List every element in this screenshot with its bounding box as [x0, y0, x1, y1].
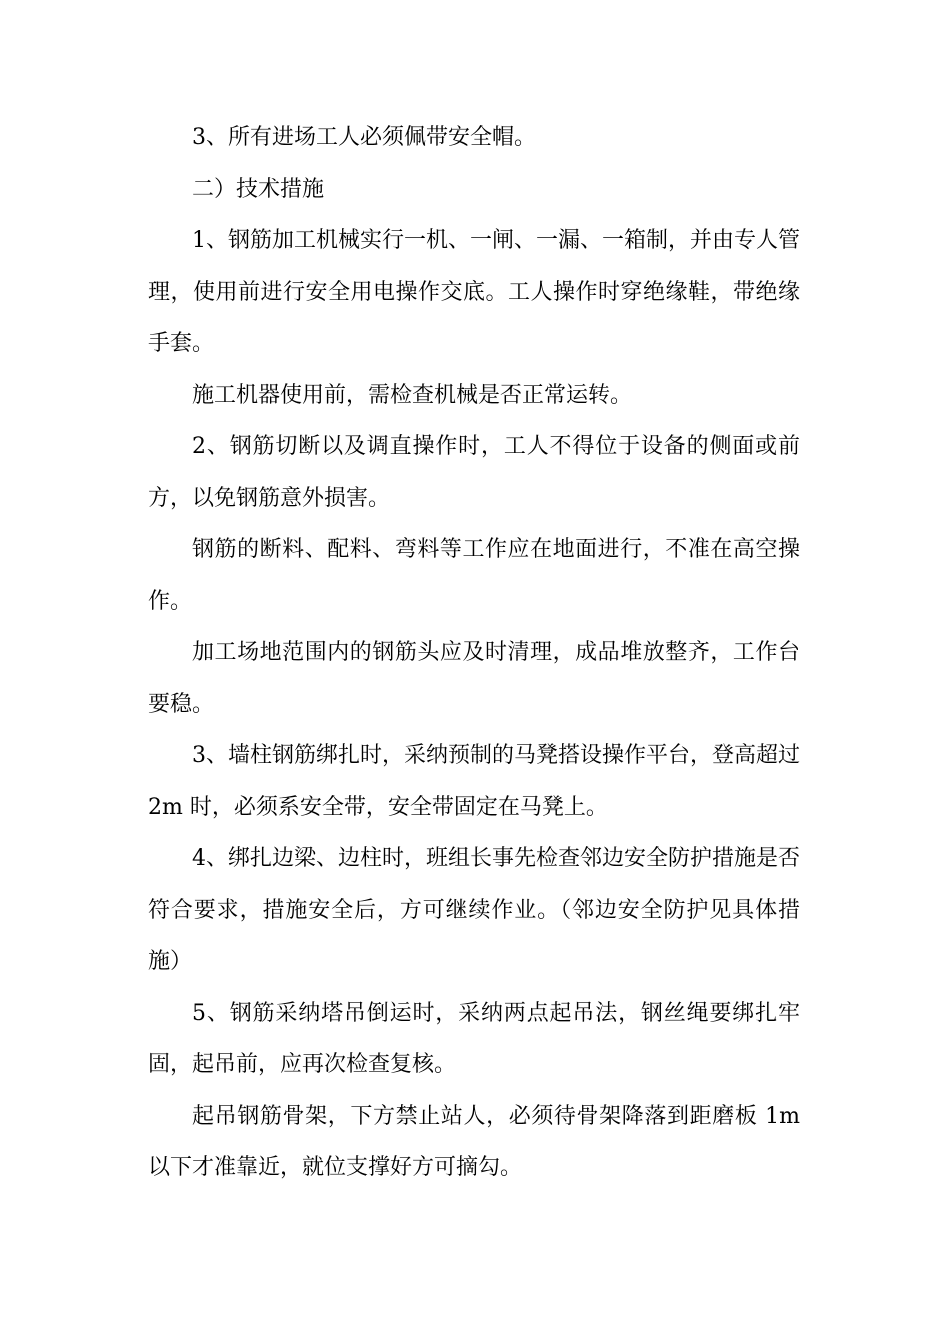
paragraph-wall-column-binding: 3、墙柱钢筋绑扎时，采纳预制的马凳搭设操作平台，登高超过 2m 时，必须系安全带，安全带固定在马凳上。 — [148, 743, 800, 820]
paragraph-machine-check: 施工机器使用前，需检查机械是否正常运转。 — [192, 382, 633, 408]
paragraph-edge-protection: 4、绑扎边梁、边柱时，班组长事先检查邻边安全防护措施是否符合要求，措施安全后，方可继续作业。（邻边安全防护见具体措施） — [148, 846, 800, 974]
document-body — [148, 112, 800, 1194]
paragraph-machine-management: 1、钢筋加工机械实行一机、一闸、一漏、一箱制，并由专人管理，使用前进行安全用电操作交底。工人操作时穿绝缘鞋，带绝缘手套。 — [148, 228, 800, 356]
paragraph-cutting-operation: 2、钢筋切断以及调直操作时，工人不得位于设备的侧面或前方，以免钢筋意外损害。 — [148, 434, 800, 511]
section-heading-technical-measures: 二）技术措施 — [192, 176, 325, 202]
paragraph-ground-work: 钢筋的断料、配料、弯料等工作应在地面进行，不准在高空操作。 — [148, 537, 800, 614]
paragraph-site-cleanup: 加工场地范围内的钢筋头应及时清理，成品堆放整齐，工作台要稳。 — [148, 640, 800, 717]
paragraph-lifting-cage: 起吊钢筋骨架，下方禁止站人，必须待骨架降落到距磨板 1m 以下才准靠近，就位支撑好方可摘勾。 — [148, 1103, 800, 1180]
paragraph-crane-transport: 5、钢筋采纳塔吊倒运时，采纳两点起吊法，钢丝绳要绑扎牢固，起吊前，应再次检查复核。 — [148, 1000, 800, 1077]
paragraph-helmet-rule: 3、所有进场工人必须佩带安全帽。 — [192, 125, 536, 150]
